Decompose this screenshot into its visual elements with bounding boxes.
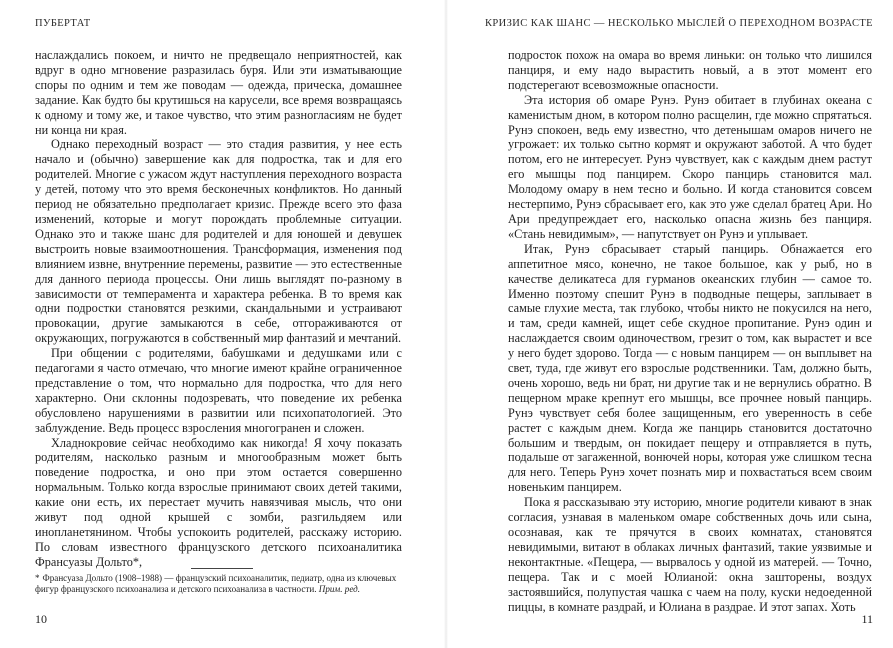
footnote-rule [191, 568, 253, 569]
footnote-text: Франсуаза Дольто (1908–1988) — французский психоаналитик, педиатр, одна из ключевых фигур французского психоанализа и детского психоанализа в частности. [35, 573, 397, 595]
paragraph: Пока я рассказываю эту историю, многие родители кивают в знак согласия, узнавая в маленьком омаре собственных дочь или сына, осознавая, как те прячутся в своих комнатах, становятся невидимыми, витают в облаках личных фантазий, такие уязвимые и неконтактные. «Пещера, — вырвалось у одной из матерей. — Точно, пещера. Так и с моей Юлианой: окна зашторены, воздух застоявшийся, полупустая чашка с чаем на полу, куски недоеденной пиццы, в комнате раздрай, и Юлиана в раздрае. И этот запах. Хоть [508, 495, 872, 614]
page-number-right: 11 [861, 612, 873, 626]
paragraph: подросток похож на омара во время линьки: он только что лишился панциря, и ему надо вырастить новый, а в этот момент его подстерегают всевозможные опасности. [508, 48, 872, 92]
page-number-left: 10 [35, 612, 47, 626]
paragraph: Однако переходный возраст — это стадия развития, у нее есть начало и (обычно) завершение как для подростка, так и для его родителей. Многие с ужасом ждут наступления переходного возраста у детей, потому что это время бесконечных конфликтов. Но данный период не обязательно предполагает кризис. Прежде всего это фаза изменений, которые и могут порождать проблемные ситуации. Однако это и также шанс для родителей и для юношей и девушек выстроить новые взаимоотношения. Трансформация, изменения под влиянием извне, внутренние перемены, развитие — это естественные для данного периода процессы. Они лишь выглядят по-разному в зависимости от темперамента и характера ребенка. В то время как одни подростки становятся резкими, скандальными и устраивают провокации, другие замыкаются в себе, отгораживаются от окружающих, погружаются в собственный мир фантазий и мечтаний. [35, 137, 402, 346]
paragraph: наслаждались покоем, и ничто не предвещало неприятностей, как вдруг в одно мгновение разразилась буря. Или эти изматывающие споры по одним и тем же поводам — одежда, прическа, домашнее задание. Как будто бы крутишься на карусели, все время возвращаясь к одному и тому же, и такое чувство, что этим разногласиям не будет ни конца ни края. [35, 48, 402, 137]
footnote-mark: * [35, 573, 40, 583]
left-body-text [35, 48, 402, 570]
footnote-editor-note: Прим. ред. [318, 584, 361, 595]
paragraph: Эта история об омаре Рунэ. Рунэ обитает в глубинах океана с каменистым дном, в котором полно расщелин, где можно спрятаться. Рунэ спокоен, ведь ему известно, что детенышам омаров ничего не угрожает: их только сытно кормят и окружают заботой. А что будет потом, его не интересует. Рунэ чувствует, как с каждым днем растут его мышцы под панцирем. Скоро панцирь становится мал. Молодому омару в нем тесно и больно. И когда становится совсем нестерпимо, Рунэ сбрасывает его, как это уже сделал братец Ари. Но Ари предупреждает его, насколько опасна жизнь без панциря. «Стань невидимым», — напутствует он Рунэ и уплывает. [508, 92, 872, 241]
right-body-text [508, 48, 872, 614]
left-page [0, 0, 446, 648]
paragraph: Итак, Рунэ сбрасывает старый панцирь. Обнажается его аппетитное мясо, конечно, не такое большое, как у рыб, но в качестве деликатеса для гурманов океанских глубин — самое то. Именно поэтому спешит Рунэ в подводные пещеры, заплывает в самые глухие места, так глубоко, чтобы никто не покусился на него, и там, среди камней, ищет себе скудное пропитание. Рунэ один и наслаждается своим одиночеством, грезит о том, как вырастет и все у него будет здорово. Тогда — с новым панцирем — он выплывет на свет, туда, где живут его взрослые родственники. Там, должно быть, очень хорошо, ведь ни брат, ни другие так и не вернулись обратно. В пещерном мраке крепнут его мышцы, все прочнее новый панцирь. Рунэ чувствует себя более защищенным, его уверенность в себе растет с каждым днем. Когда же панцирь становится достаточно большим и твердым, он покидает пещеру и отправляется в путь, подальше от загаженной, вонючей норы, которая уже слишком тесна для него. Теперь Рунэ хочет познать мир и похвастаться всем своим новеньким панцирем. [508, 241, 872, 495]
footnote [35, 573, 402, 595]
running-head-right: КРИЗИС КАК ШАНС — НЕСКОЛЬКО МЫСЛЕЙ О ПЕРЕХОДНОМ ВОЗРАСТЕ [485, 18, 873, 29]
right-page [446, 0, 893, 648]
running-head-left: ПУБЕРТАТ [35, 18, 91, 29]
paragraph: При общении с родителями, бабушками и дедушками или с педагогами я часто отмечаю, что многие имеют крайне ограниченное представление о том, что нормально для подростка, что для него характерно. Они склонны подозревать, что поведение их ребенка обусловлено нарушениями в развитии или психопатологией. Это заблуждение. Ведь процесс взросления многогранен и сложен. [35, 346, 402, 435]
paragraph: Хладнокровие сейчас необходимо как никогда! Я хочу показать родителям, насколько разным и многообразным может быть поведение подростка, и оно при этом остается совершенно нормальным. Только когда взрослые принимают своих детей такими, какие они есть, их перестает мучить навязчивая мысль, что они живут под одной крышей с зомби, разгильдяем или инопланетянином. Чтобы успокоить родителей, расскажу историю. По словам известного французского детского психоаналитика Франсуазы Дольто*, [35, 435, 402, 569]
